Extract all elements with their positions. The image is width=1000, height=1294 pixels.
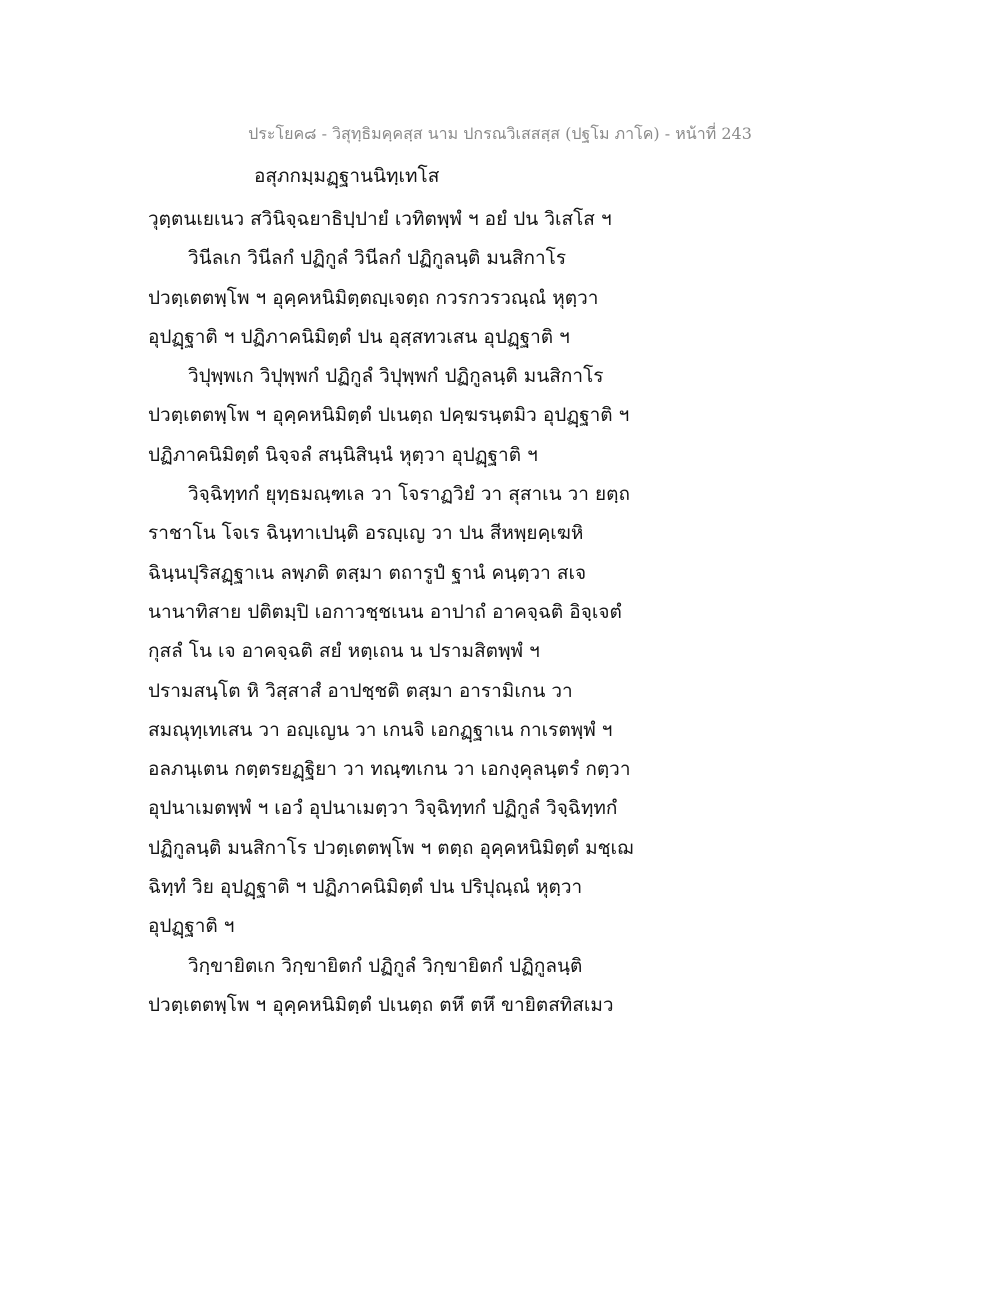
- text-line: ฉิทฺทํ วิย อุปฏฺฐาติ ฯ ปฏิภาคนิมิตฺตํ ปน ปริปุณฺณํ หุตฺวา: [148, 876, 583, 899]
- text-line: ราชาโน โจเร ฉินฺทาเปนฺติ อรญฺเญ วา ปน สีหพฺยคฺเฆหิ: [148, 522, 584, 545]
- text-line: ปรามสนฺโต หิ วิสฺสาสํ อาปชฺชติ ตสฺมา อารามิเกน วา: [148, 679, 573, 702]
- text-line: วิกฺขายิตเก วิกฺขายิตกํ ปฏิกูลํ วิกฺขายิตกํ ปฏิกูลนฺติ: [188, 954, 583, 977]
- text-line: กุสลํ โน เจ อาคจฺฉติ สยํ หตฺเถน น ปรามสิตพฺพํ ฯ: [148, 640, 540, 663]
- text-line: ปฏิกูลนฺติ มนสิกาโร ปวตฺเตตพฺโพ ฯ ตตฺถ อุคฺคหนิมิตฺตํ มชฺเฌ: [148, 836, 634, 859]
- text-line: นานาทิสาย ปติตมฺปิ เอกาวชฺชเนน อาปาถํ อาคจฺฉติ อิจฺเจตํ: [148, 600, 622, 623]
- text-line: วิจฺฉิทฺทกํ ยุทฺธมณฺฑเล วา โจราฏวิยํ วา สุสาเน วา ยตฺถ: [188, 483, 630, 506]
- text-line: อุปนาเมตพฺพํ ฯ เอวํ อุปนาเมตฺวา วิจฺฉิทฺทกํ ปฏิกูลํ วิจฺฉิทฺทกํ: [148, 797, 618, 820]
- text-line: วุตฺตนเยเนว สวินิจฺฉยาธิปฺปายํ เวทิตพฺพํ ฯ อยํ ปน วิเสโส ฯ: [148, 208, 612, 230]
- text-line: วิปุพฺพเก วิปุพฺพกํ ปฏิกูลํ วิปุพฺพกํ ปฏิกูลนฺติ มนสิกาโร: [188, 365, 604, 388]
- text-line: ปวตฺเตตพฺโพ ฯ อุคฺคหนิมิตฺตํ ปเนตฺถ ปคฺฆรนฺตมิว อุปฏฺฐาติ ฯ: [148, 404, 630, 427]
- section-subtitle: อสุภกมฺมฏฺฐานนิทฺเทโส: [254, 165, 440, 187]
- running-header: ประโยค๘ - วิสุทฺธิมคฺคสฺส นาม ปกรณวิเสสสฺส (ปฐโม ภาโค) - หน้าที่ 243: [248, 124, 752, 143]
- text-line: ปวตฺเตตพฺโพ ฯ อุคฺคหนิมิตฺตํ ปเนตฺถ ตหึ ตหึ ขายิตสทิสเมว: [148, 993, 614, 1016]
- text-line: อุปฏฺฐาติ ฯ: [148, 915, 235, 938]
- body-text: [148, 200, 668, 1025]
- text-line: อุปฏฺฐาติ ฯ ปฏิภาคนิมิตฺตํ ปน อุสฺสทวเสน อุปฏฺฐาติ ฯ: [148, 325, 570, 348]
- text-line: ฉินฺนปุริสฏฺฐาเน ลพฺภติ ตสฺมา ตถารูปํ ฐานํ คนฺตฺวา สเจ: [148, 561, 587, 584]
- text-line: ปฏิภาคนิมิตฺตํ นิจฺจลํ สนฺนิสินฺนํ หุตฺวา อุปฏฺฐาติ ฯ: [148, 443, 538, 466]
- text-line: ปวตฺเตตพฺโพ ฯ อุคฺคหนิมิตฺตญฺเจตฺถ กวรกวรวณฺณํ หุตฺวา: [148, 286, 599, 309]
- text-line: วินีลเก วินีลกํ ปฏิกูลํ วินีลกํ ปฏิกูลนฺติ มนสิกาโร: [188, 247, 567, 270]
- text-line: อลภนฺเตน กตฺตรยฏฺฐิยา วา ทณฺฑเกน วา เอกงฺคุลนฺตรํ กตฺวา: [148, 758, 631, 781]
- text-line: สมณุทฺเทเสน วา อญฺเญน วา เกนจิ เอกฏฺฐาเน กาเรตพฺพํ ฯ: [148, 718, 613, 741]
